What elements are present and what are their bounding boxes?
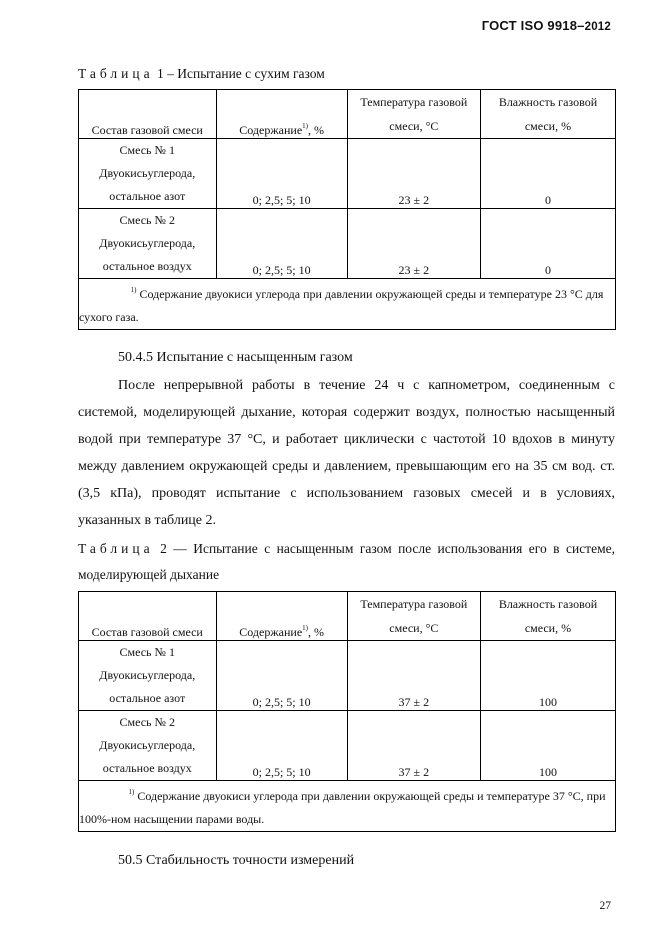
mixture-cell: Смесь № 2 Двуокисьуглерода, остальное воздух <box>79 711 217 781</box>
content-cell: 0; 2,5; 5; 10 <box>216 711 347 781</box>
standard-code: ГОСТ ISO 9918 <box>481 18 578 33</box>
mixture-cell: Смесь № 1 Двуокисьуглерода, остальное азот <box>79 139 217 209</box>
table2-col-humidity: Влажность газовой смеси, % <box>480 592 615 641</box>
temperature-cell: 37 ± 2 <box>347 711 480 781</box>
mixture-cell: Смесь № 2 Двуокисьуглерода, остальное воздух <box>79 209 217 279</box>
humidity-cell: 0 <box>480 139 615 209</box>
table1-col-composition: Состав газовой смеси <box>79 90 217 139</box>
table1-header-row <box>79 90 616 139</box>
content-cell: 0; 2,5; 5; 10 <box>216 139 347 209</box>
table2-header-row <box>79 592 616 641</box>
table2-col-content: Содержание$^{1)}$, % <box>216 592 347 641</box>
humidity-cell: 0 <box>480 209 615 279</box>
table2 <box>78 591 616 832</box>
mixture-cell: Смесь № 1 Двуокисьуглерода, остальное азот <box>79 641 217 711</box>
table2-footnote-row <box>79 781 616 832</box>
table2-col-composition: Состав газовой смеси <box>79 592 217 641</box>
table-row <box>79 641 616 711</box>
body-paragraph: После непрерывной работы в течение 24 ч с капнометром, соединенным с системой, моделирующей дыхание, которая содержит воздух, полностью насыщенный водой при температуре 37 °С, и работает циклически с частотой 10 вдохов в минуту между давлением окружающей среды и давлением, превышающим его на 35 см вод. ст. (3,5 кПа), проводят испытание с использованием газовых смесей и в условиях, указанных в таблице 2. <box>78 378 615 528</box>
table1 <box>78 89 616 330</box>
header-dash: – <box>577 18 585 33</box>
humidity-cell: 100 <box>480 711 615 781</box>
table1-col-humidity: Влажность газовой смеси, % <box>480 90 615 139</box>
table2-footnote: $^{1)}$ Содержание двуокиси углерода при давлении окружающей среды и температуре 37 °С, при 100%-ном насыщении парами воды. <box>79 781 616 832</box>
content-cell: 0; 2,5; 5; 10 <box>216 209 347 279</box>
table-row <box>79 711 616 781</box>
table1-footnote-row <box>79 279 616 330</box>
document-header <box>482 18 611 33</box>
temperature-cell: 23 ± 2 <box>347 209 480 279</box>
table2-col-temperature: Температура газовой смеси, °С <box>347 592 480 641</box>
table1-col-temperature: Температура газовой смеси, °С <box>347 90 480 139</box>
table-row <box>79 209 616 279</box>
humidity-cell: 100 <box>480 641 615 711</box>
table1-footnote: $^{1)}$ Содержание двуокиси углерода при давлении окружающей среды и температуре 23 °С для сухого газа. <box>79 279 616 330</box>
table1-col-content: Содержание$^{1)}$, % <box>216 90 347 139</box>
content-cell: 0; 2,5; 5; 10 <box>216 641 347 711</box>
standard-year: 2012 <box>584 21 611 33</box>
page-number: 27 <box>599 900 611 912</box>
table-row <box>79 139 616 209</box>
temperature-cell: 37 ± 2 <box>347 641 480 711</box>
section-heading-stability: 50.5 Стабильность точности измерений <box>118 853 355 868</box>
table2-caption: Таблица 2 — Испытание с насыщенным газом после использования его в системе, моделирующей дыхание <box>78 541 615 582</box>
section-heading-saturated-gas: 50.4.5 Испытание с насыщенным газом <box>118 350 353 365</box>
temperature-cell: 23 ± 2 <box>347 139 480 209</box>
table1-caption: Таблица 1 – Испытание с сухим газом <box>78 66 325 81</box>
